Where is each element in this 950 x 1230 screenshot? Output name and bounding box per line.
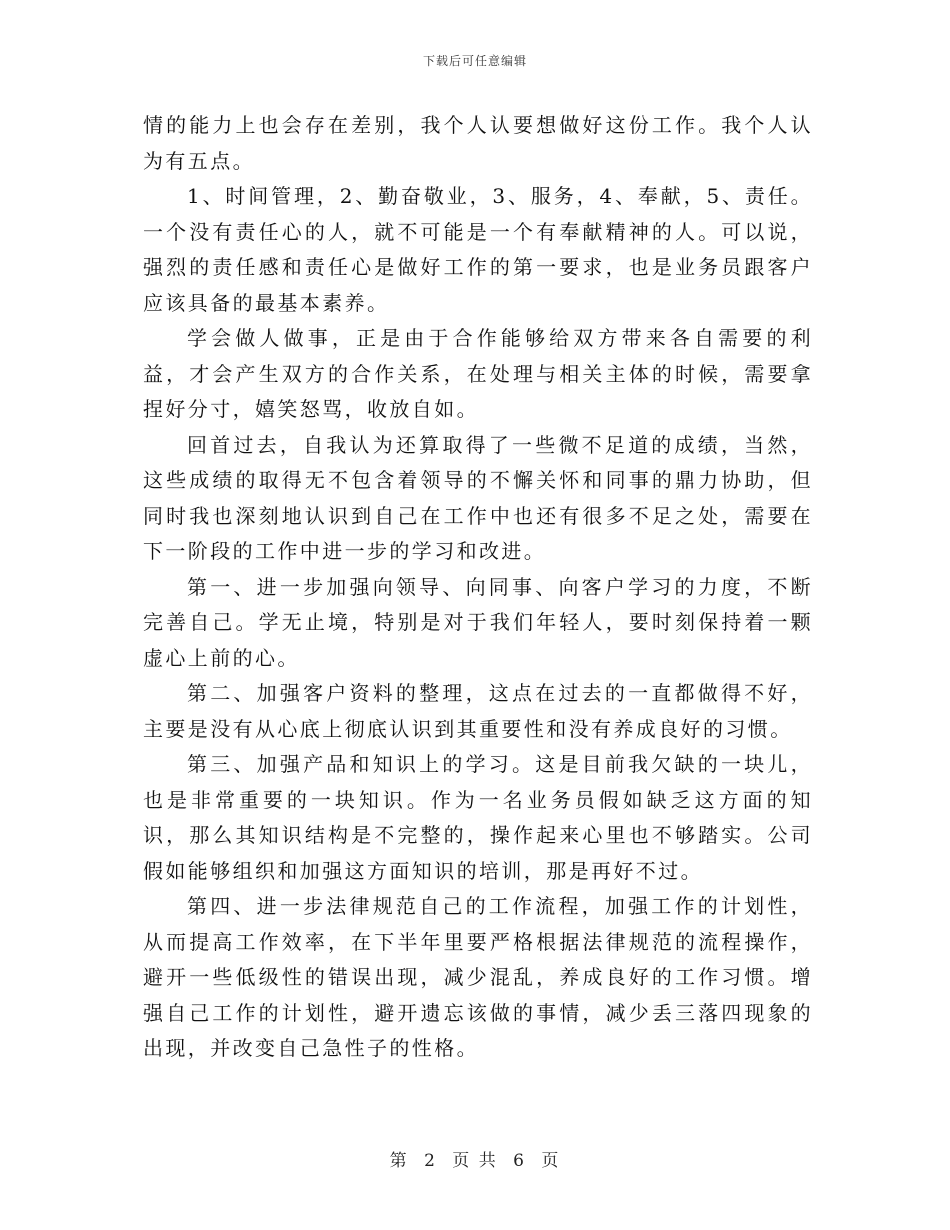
total-page-count: 6 xyxy=(513,1151,526,1171)
paragraph-cooperation: 学会做人做事，正是由于合作能够给双方带来各自需要的利益，才会产生双方的合作关系，在处理与相关主体的时候，需要拿捏好分寸，嬉笑怒骂，收放自如。 xyxy=(143,326,813,421)
document-body xyxy=(143,108,813,1067)
paragraph-point-three: 第三、加强产品和知识上的学习。这是目前我欠缺的一块儿，也是非常重要的一块知识。作为一名业务员假如缺乏这方面的知识，那么其知识结构是不完整的，操作起来心里也不够踏实。公司假如能够组织和加强这方面知识的培训，那是再好不过。 xyxy=(143,752,813,883)
page-number-footer xyxy=(0,1146,950,1171)
footer-suffix: 页 xyxy=(541,1151,561,1171)
paragraph-continuation: 情的能力上也会存在差别，我个人认要想做好这份工作。我个人认为有五点。 xyxy=(143,113,813,173)
edit-note-header: 下载后可任意编辑 xyxy=(422,54,527,68)
paragraph-review: 回首过去，自我认为还算取得了一些微不足道的成绩，当然，这些成绩的取得无不包含着领导的不懈关怀和同事的鼎力协助，但同时我也深刻地认识到自己在工作中也还有很多不足之处，需要在下一阶段的工作中进一步的学习和改进。 xyxy=(143,432,813,563)
paragraph-point-four: 第四、进一步法律规范自己的工作流程，加强工作的计划性，从而提高工作效率，在下半年里要严格根据法律规范的流程操作，避开一些低级性的错误出现，减少混乱，养成良好的工作习惯。增强自己工作的计划性，避开遗忘该做的事情，减少丢三落四现象的出现，并改变自己急性子的性格。 xyxy=(143,894,813,1060)
current-page-number: 2 xyxy=(424,1151,437,1171)
footer-prefix: 第 xyxy=(389,1151,409,1171)
footer-middle: 页 共 xyxy=(452,1151,498,1171)
paragraph-five-points: 1、时间管理，2、勤奋敬业，3、服务，4、奉献，5、责任。一个没有责任心的人，就不可能是一个有奉献精神的人。可以说，强烈的责任感和责任心是做好工作的第一要求，也是业务员跟客户应该具备的最基本素养。 xyxy=(143,184,813,315)
paragraph-point-one: 第一、进一步加强向领导、向同事、向客户学习的力度，不断完善自己。学无止境，特别是对于我们年轻人，要时刻保持着一颗虚心上前的心。 xyxy=(143,574,813,670)
paragraph-point-two: 第二、加强客户资料的整理，这点在过去的一直都做得不好，主要是没有从心底上彻底认识到其重要性和没有养成良好的习惯。 xyxy=(143,681,813,741)
